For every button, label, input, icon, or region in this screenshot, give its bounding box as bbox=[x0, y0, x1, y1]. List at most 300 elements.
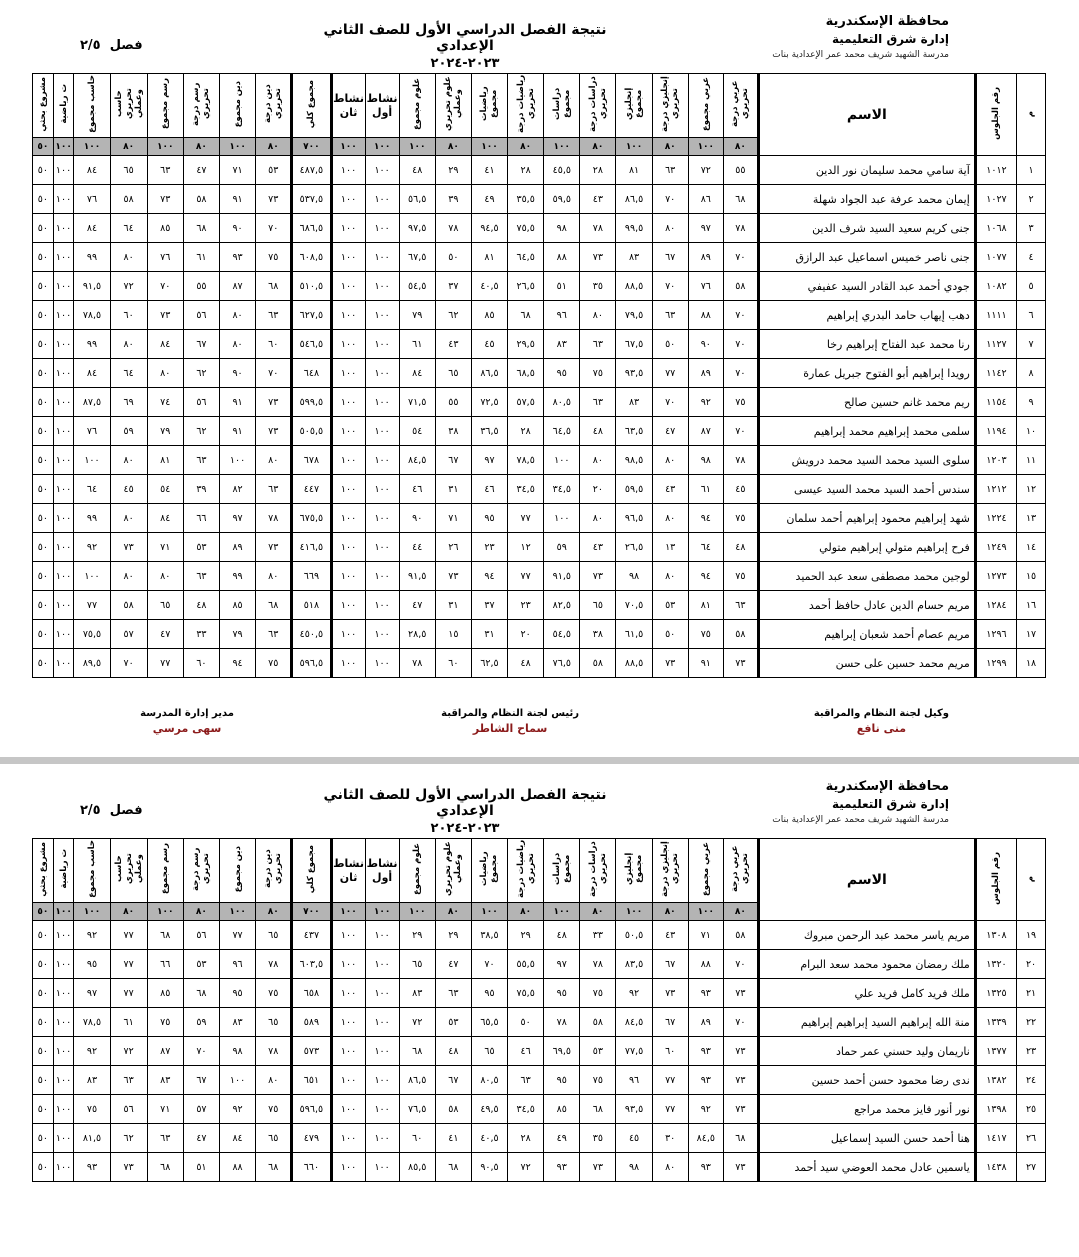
score-cell: ٦٩ bbox=[110, 388, 147, 417]
total-score: ٦٠٨,٥ bbox=[292, 243, 331, 272]
signature-role: رئيس لجنة النظام والمراقبة bbox=[441, 708, 579, 719]
score-cell: ١٠٠ bbox=[53, 950, 74, 979]
class-word: فصل bbox=[109, 803, 143, 818]
student-name: هنا أحمد حسن السيد إسماعيل bbox=[758, 1124, 975, 1153]
column-label: علوم مجموع bbox=[412, 77, 423, 131]
score-cell: ٨٠ bbox=[110, 504, 147, 533]
score-cell: ٧٧ bbox=[652, 1066, 688, 1095]
score-cell: ٥٠ bbox=[33, 417, 54, 446]
score-cell: ٨٦,٥ bbox=[616, 185, 652, 214]
score-cell: ٩٩,٥ bbox=[616, 214, 652, 243]
score-cell: ٦٦ bbox=[147, 950, 183, 979]
total-score: ٥٨٩ bbox=[292, 1008, 331, 1037]
score-cell: ٧٧ bbox=[147, 649, 183, 678]
score-cell: ٨١,٥ bbox=[74, 1124, 110, 1153]
student-name: ملك فريد كامل فريد علي bbox=[758, 979, 975, 1008]
score-cell: ٤٣ bbox=[580, 533, 616, 562]
score-cell: ٧٧ bbox=[652, 359, 688, 388]
score-cell: ٧٣ bbox=[110, 1153, 147, 1182]
score-cell: ٦٥ bbox=[471, 1037, 507, 1066]
score-cell: ٧٨ bbox=[544, 1008, 580, 1037]
score-cell: ٨٠ bbox=[652, 446, 688, 475]
score-cell: ١٠٠ bbox=[365, 950, 399, 979]
score-cell: ٢٣ bbox=[471, 533, 507, 562]
total-score: ٦٤٨ bbox=[292, 359, 331, 388]
column-label: رياضيات درجة تحريري bbox=[515, 74, 536, 134]
column-label: دراسات درجة تحريري bbox=[587, 76, 608, 132]
column-header bbox=[723, 74, 758, 138]
max-score: ١٠٠ bbox=[220, 138, 256, 156]
score-cell: ٩٣,٥ bbox=[616, 359, 652, 388]
row-index: ٢١ bbox=[1017, 979, 1046, 1008]
column-label: نشاط ثان bbox=[333, 856, 364, 884]
score-cell: ٧٠ bbox=[723, 359, 758, 388]
table-row bbox=[33, 921, 1046, 950]
score-cell: ١٠٠ bbox=[331, 562, 365, 591]
table-row bbox=[33, 185, 1046, 214]
score-cell: ١٠٠ bbox=[365, 214, 399, 243]
max-score: ١٠٠ bbox=[688, 138, 723, 156]
score-cell: ٧٨ bbox=[435, 214, 471, 243]
max-score: ١٠٠ bbox=[365, 138, 399, 156]
column-header bbox=[508, 839, 544, 903]
column-header bbox=[508, 74, 544, 138]
max-score: ٨٠ bbox=[256, 138, 292, 156]
header-row bbox=[33, 839, 1046, 903]
score-cell: ٧٠ bbox=[723, 417, 758, 446]
score-cell: ٨٣ bbox=[74, 1066, 110, 1095]
score-cell: ١٠٠ bbox=[53, 1095, 74, 1124]
score-cell: ٩٣ bbox=[688, 979, 723, 1008]
score-cell: ٦٧ bbox=[183, 1066, 219, 1095]
column-header bbox=[147, 839, 183, 903]
score-cell: ٦٣ bbox=[256, 620, 292, 649]
score-cell: ٤٣ bbox=[580, 185, 616, 214]
score-cell: ٥٠ bbox=[33, 504, 54, 533]
column-label: رسم مجموع bbox=[160, 78, 171, 130]
score-cell: ٥٧ bbox=[110, 620, 147, 649]
score-cell: ٤٦ bbox=[399, 475, 435, 504]
score-cell: ٩٣,٥ bbox=[616, 1095, 652, 1124]
score-cell: ٨٣ bbox=[399, 979, 435, 1008]
row-index: ٢ bbox=[1017, 185, 1046, 214]
score-cell: ١٠٠ bbox=[365, 446, 399, 475]
score-cell: ٥٠ bbox=[33, 620, 54, 649]
score-cell: ٩١ bbox=[220, 388, 256, 417]
column-label: ت رياضية bbox=[58, 84, 69, 124]
title: نتيجة الفصل الدراسي الأول للصف الثاني الإعدادي bbox=[323, 787, 607, 819]
seat-number: ١٣٩٨ bbox=[975, 1095, 1016, 1124]
score-cell: ٢٩ bbox=[435, 156, 471, 185]
score-cell: ٥٠ bbox=[435, 243, 471, 272]
max-score: ١٠٠ bbox=[399, 903, 435, 921]
score-cell: ٧٩,٥ bbox=[616, 301, 652, 330]
score-cell: ٤١ bbox=[471, 156, 507, 185]
score-cell: ٩٤,٥ bbox=[471, 214, 507, 243]
score-cell: ٩١,٥ bbox=[399, 562, 435, 591]
score-cell: ٨٩,٥ bbox=[74, 649, 110, 678]
score-cell: ٥٣ bbox=[256, 156, 292, 185]
score-cell: ٧٣ bbox=[652, 649, 688, 678]
score-cell: ٦٢ bbox=[183, 417, 219, 446]
row-index: ٢٤ bbox=[1017, 1066, 1046, 1095]
score-cell: ٨٠ bbox=[652, 1153, 688, 1182]
column-header bbox=[74, 839, 110, 903]
row-index: ٦ bbox=[1017, 301, 1046, 330]
score-cell: ٧٢ bbox=[399, 1008, 435, 1037]
score-cell: ٨٠ bbox=[110, 243, 147, 272]
index-header-label: م bbox=[1026, 110, 1037, 117]
score-cell: ٨٠ bbox=[580, 504, 616, 533]
student-name: ياسمين عادل محمد العوضي سيد أحمد bbox=[758, 1153, 975, 1182]
score-cell: ٦٢,٥ bbox=[471, 649, 507, 678]
score-cell: ٢٦,٥ bbox=[616, 533, 652, 562]
score-cell: ١٠٠ bbox=[331, 243, 365, 272]
total-score: ٦٨٦,٥ bbox=[292, 214, 331, 243]
score-cell: ٥٨ bbox=[723, 620, 758, 649]
score-cell: ٥٦ bbox=[183, 921, 219, 950]
score-cell: ١٠٠ bbox=[53, 243, 74, 272]
score-cell: ٩٢ bbox=[688, 1095, 723, 1124]
score-cell: ٧٥ bbox=[723, 388, 758, 417]
column-header bbox=[256, 74, 292, 138]
total-score: ٦٥١ bbox=[292, 1066, 331, 1095]
score-cell: ٩٩ bbox=[74, 504, 110, 533]
student-name: جنى كريم سعيد السيد شرف الدين bbox=[758, 214, 975, 243]
score-cell: ٧٠ bbox=[147, 272, 183, 301]
seat-header bbox=[975, 74, 1016, 156]
column-label: إنجليزي درجة تحريري bbox=[660, 841, 681, 897]
score-cell: ١٠٠ bbox=[53, 475, 74, 504]
score-cell: ١٠٠ bbox=[365, 1037, 399, 1066]
score-cell: ٥٠ bbox=[33, 243, 54, 272]
score-cell: ٦٠ bbox=[256, 330, 292, 359]
score-cell: ١٠٠ bbox=[53, 1124, 74, 1153]
row-index: ٩ bbox=[1017, 388, 1046, 417]
score-cell: ٨٦,٥ bbox=[471, 359, 507, 388]
student-name: فرح إبراهيم متولي إبراهيم متولي bbox=[758, 533, 975, 562]
score-cell: ٨٠ bbox=[220, 330, 256, 359]
score-cell: ١٠٠ bbox=[331, 185, 365, 214]
score-cell: ٦٨ bbox=[147, 921, 183, 950]
score-cell: ٧٨ bbox=[256, 950, 292, 979]
table-row bbox=[33, 417, 1046, 446]
score-cell: ٦٨ bbox=[723, 185, 758, 214]
score-cell: ٧٢ bbox=[508, 1153, 544, 1182]
score-cell: ٥٠ bbox=[33, 562, 54, 591]
score-cell: ٩٠,٥ bbox=[471, 1153, 507, 1182]
score-cell: ٨٢,٥ bbox=[544, 591, 580, 620]
score-cell: ٥٠ bbox=[33, 388, 54, 417]
score-cell: ٣٥ bbox=[580, 1124, 616, 1153]
score-cell: ٩٢ bbox=[616, 979, 652, 1008]
score-cell: ٤٩,٥ bbox=[471, 1095, 507, 1124]
score-cell: ٨٤ bbox=[74, 214, 110, 243]
column-label: دين مجموع bbox=[232, 80, 243, 128]
score-cell: ٧٣ bbox=[723, 649, 758, 678]
score-cell: ٧٥ bbox=[256, 1095, 292, 1124]
score-cell: ١٠٠ bbox=[365, 533, 399, 562]
score-cell: ٩٤ bbox=[220, 649, 256, 678]
score-cell: ٥٥ bbox=[183, 272, 219, 301]
score-cell: ٧٣ bbox=[723, 1066, 758, 1095]
header-row bbox=[33, 74, 1046, 138]
max-score: ١٠٠ bbox=[53, 138, 74, 156]
student-name: ندى رضا محمود حسن أحمد حسين bbox=[758, 1066, 975, 1095]
score-cell: ٩٩ bbox=[74, 243, 110, 272]
score-cell: ٢٠ bbox=[508, 620, 544, 649]
score-cell: ٦١ bbox=[688, 475, 723, 504]
score-cell: ٧٨ bbox=[580, 214, 616, 243]
column-header bbox=[652, 74, 688, 138]
row-index: ١١ bbox=[1017, 446, 1046, 475]
score-cell: ٧٢ bbox=[110, 272, 147, 301]
column-header bbox=[53, 839, 74, 903]
score-cell: ٤٦ bbox=[508, 1037, 544, 1066]
max-score: ٨٠ bbox=[183, 138, 219, 156]
table-row bbox=[33, 214, 1046, 243]
student-name: جودي أحمد عبد القادر السيد عفيفي bbox=[758, 272, 975, 301]
score-cell: ٥٩,٥ bbox=[544, 185, 580, 214]
score-cell: ٧٧,٥ bbox=[616, 1037, 652, 1066]
score-cell: ٢٦ bbox=[435, 533, 471, 562]
score-cell: ١٠٠ bbox=[53, 1008, 74, 1037]
student-name: دهب إيهاب حامد البدري إبراهيم bbox=[758, 301, 975, 330]
score-cell: ٦٤ bbox=[110, 214, 147, 243]
student-name: سندس أحمد السيد محمد السيد عيسى bbox=[758, 475, 975, 504]
column-header bbox=[616, 74, 652, 138]
score-cell: ٦٣ bbox=[147, 1124, 183, 1153]
max-score: ١٠٠ bbox=[365, 903, 399, 921]
score-cell: ٨٠ bbox=[110, 446, 147, 475]
signature-role: وكيل لجنة النظام والمراقبة bbox=[813, 708, 949, 719]
score-cell: ١٠٠ bbox=[53, 417, 74, 446]
score-cell: ٢٣ bbox=[508, 591, 544, 620]
score-cell: ٩٧ bbox=[74, 979, 110, 1008]
score-cell: ٣٤,٥ bbox=[508, 475, 544, 504]
seat-number: ١٣٢٠ bbox=[975, 950, 1016, 979]
score-cell: ٨١ bbox=[471, 243, 507, 272]
column-header bbox=[688, 74, 723, 138]
signature-role: مدير إدارة المدرسة bbox=[140, 708, 234, 719]
score-cell: ١٠٠ bbox=[331, 301, 365, 330]
score-cell: ٤٨ bbox=[580, 417, 616, 446]
table-row bbox=[33, 620, 1046, 649]
score-cell: ٩٠ bbox=[220, 359, 256, 388]
row-index: ١٤ bbox=[1017, 533, 1046, 562]
score-cell: ٥٤,٥ bbox=[399, 272, 435, 301]
score-cell: ٣٧ bbox=[435, 272, 471, 301]
score-cell: ٧٦,٥ bbox=[399, 1095, 435, 1124]
score-cell: ١٠٠ bbox=[53, 1066, 74, 1095]
score-cell: ١٠٠ bbox=[331, 591, 365, 620]
column-header bbox=[616, 839, 652, 903]
score-cell: ٥٧,٥ bbox=[508, 388, 544, 417]
score-cell: ٨٢ bbox=[220, 475, 256, 504]
score-cell: ٧٨,٥ bbox=[74, 1008, 110, 1037]
score-cell: ١٠٠ bbox=[53, 1153, 74, 1182]
table-row bbox=[33, 446, 1046, 475]
score-cell: ٥٣ bbox=[183, 533, 219, 562]
score-cell: ١٠٠ bbox=[331, 921, 365, 950]
column-header bbox=[292, 839, 331, 903]
score-cell: ٦٢ bbox=[110, 1124, 147, 1153]
score-cell: ٦٨ bbox=[723, 1124, 758, 1153]
score-cell: ٩٥ bbox=[471, 979, 507, 1008]
score-cell: ٦٢ bbox=[435, 301, 471, 330]
score-cell: ١٠٠ bbox=[53, 1037, 74, 1066]
score-cell: ٧٥,٥ bbox=[508, 979, 544, 1008]
column-header bbox=[723, 839, 758, 903]
score-cell: ٥٠ bbox=[33, 1037, 54, 1066]
seat-header-label: رقم الجلوس bbox=[991, 851, 1002, 905]
score-cell: ١٠٠ bbox=[331, 504, 365, 533]
score-cell: ٤٠,٥ bbox=[471, 1124, 507, 1153]
score-cell: ١٠٠ bbox=[365, 1066, 399, 1095]
total-score: ٥٠٥,٥ bbox=[292, 417, 331, 446]
score-cell: ٣٣ bbox=[183, 620, 219, 649]
max-score: ٨٠ bbox=[183, 903, 219, 921]
score-cell: ٦١ bbox=[399, 330, 435, 359]
score-cell: ٩٣ bbox=[544, 1153, 580, 1182]
column-label: مشروع بحثي bbox=[37, 841, 48, 897]
score-cell: ٩٢ bbox=[74, 533, 110, 562]
score-cell: ٦٢ bbox=[183, 359, 219, 388]
column-header bbox=[399, 839, 435, 903]
score-cell: ٦٧ bbox=[435, 1066, 471, 1095]
score-cell: ٧٠,٥ bbox=[616, 591, 652, 620]
score-cell: ٧٧ bbox=[110, 921, 147, 950]
seat-number: ١١٢٧ bbox=[975, 330, 1016, 359]
score-cell: ٦٠ bbox=[399, 1124, 435, 1153]
score-cell: ١٠٠ bbox=[331, 417, 365, 446]
score-cell: ٨٠ bbox=[652, 562, 688, 591]
title: نتيجة الفصل الدراسي الأول للصف الثاني الإعدادي bbox=[323, 22, 607, 54]
score-cell: ٩٨ bbox=[544, 214, 580, 243]
score-cell: ٤٧ bbox=[183, 1124, 219, 1153]
column-label: إنجليزي مجموع bbox=[624, 852, 645, 886]
total-score: ٥٩٩,٥ bbox=[292, 388, 331, 417]
score-cell: ٧٢,٥ bbox=[471, 388, 507, 417]
score-cell: ٧٠ bbox=[183, 1037, 219, 1066]
score-cell: ٩٣ bbox=[688, 1037, 723, 1066]
column-label: حاسب تحريري وعملي bbox=[113, 88, 144, 120]
row-index: ٣ bbox=[1017, 214, 1046, 243]
score-cell: ٣٤,٥ bbox=[544, 475, 580, 504]
score-cell: ١٠٠ bbox=[365, 504, 399, 533]
total-score: ٦٧٨ bbox=[292, 446, 331, 475]
score-cell: ٨٠ bbox=[256, 562, 292, 591]
score-cell: ١٠٠ bbox=[365, 417, 399, 446]
column-header bbox=[33, 74, 54, 138]
score-cell: ١٠٠ bbox=[365, 272, 399, 301]
score-cell: ٥٠ bbox=[33, 475, 54, 504]
score-cell: ٥٠,٥ bbox=[616, 921, 652, 950]
class-value: ٢/٥ bbox=[80, 803, 101, 818]
score-cell: ٨٤ bbox=[74, 359, 110, 388]
score-cell: ٧٣ bbox=[580, 562, 616, 591]
score-cell: ٧٥ bbox=[723, 504, 758, 533]
total-score: ٤٥٠,٥ bbox=[292, 620, 331, 649]
column-label: عربي مجموع bbox=[700, 76, 711, 132]
score-cell: ٣٧ bbox=[471, 591, 507, 620]
score-cell: ٥٨ bbox=[435, 1095, 471, 1124]
total-score: ٥١٨ bbox=[292, 591, 331, 620]
max-score: ٨٠ bbox=[110, 903, 147, 921]
score-cell: ٧٣ bbox=[256, 185, 292, 214]
table-row bbox=[33, 950, 1046, 979]
score-cell: ٩٣ bbox=[688, 1153, 723, 1182]
score-cell: ٣٦,٥ bbox=[471, 417, 507, 446]
score-cell: ٨٥ bbox=[147, 214, 183, 243]
score-cell: ١٠٠ bbox=[53, 446, 74, 475]
score-cell: ٥٠ bbox=[33, 1008, 54, 1037]
max-score: ٨٠ bbox=[723, 138, 758, 156]
row-index: ١٦ bbox=[1017, 591, 1046, 620]
score-cell: ٧٧ bbox=[220, 921, 256, 950]
score-cell: ٩٥ bbox=[544, 979, 580, 1008]
score-cell: ٦٩,٥ bbox=[544, 1037, 580, 1066]
score-cell: ٧١ bbox=[688, 921, 723, 950]
score-cell: ٧٥ bbox=[580, 979, 616, 1008]
score-cell: ٦٥,٥ bbox=[471, 1008, 507, 1037]
seat-number: ١٢١٢ bbox=[975, 475, 1016, 504]
score-cell: ١٠٠ bbox=[365, 388, 399, 417]
score-cell: ٩٥ bbox=[544, 359, 580, 388]
class-word: فصل bbox=[109, 38, 143, 53]
total-score: ٤١٦,٥ bbox=[292, 533, 331, 562]
table-row bbox=[33, 1066, 1046, 1095]
table-row bbox=[33, 301, 1046, 330]
score-cell: ٩٣ bbox=[688, 1066, 723, 1095]
score-cell: ٩٣ bbox=[74, 1153, 110, 1182]
score-cell: ٥٤ bbox=[399, 417, 435, 446]
table-row bbox=[33, 591, 1046, 620]
score-cell: ١٠٠ bbox=[53, 359, 74, 388]
row-index: ١ bbox=[1017, 156, 1046, 185]
score-cell: ٧٢ bbox=[688, 156, 723, 185]
max-score: ١٠٠ bbox=[616, 903, 652, 921]
max-score: ٨٠ bbox=[723, 903, 758, 921]
score-cell: ٧٦ bbox=[688, 272, 723, 301]
score-cell: ٦٨ bbox=[183, 214, 219, 243]
score-cell: ١٠٠ bbox=[53, 301, 74, 330]
score-cell: ٣٤,٥ bbox=[508, 1095, 544, 1124]
max-score: ٥٠ bbox=[33, 138, 54, 156]
score-cell: ٦٠ bbox=[183, 649, 219, 678]
max-score: ١٠٠ bbox=[74, 138, 110, 156]
column-header bbox=[471, 74, 507, 138]
score-cell: ٨٤ bbox=[220, 1124, 256, 1153]
score-cell: ٢٨ bbox=[508, 417, 544, 446]
score-cell: ٦٤ bbox=[688, 533, 723, 562]
score-cell: ١٠٠ bbox=[331, 1008, 365, 1037]
column-label: عربي مجموع bbox=[700, 841, 711, 897]
score-cell: ١٠٠ bbox=[53, 591, 74, 620]
score-cell: ٨٠ bbox=[580, 446, 616, 475]
class-label bbox=[80, 803, 143, 818]
seat-number: ١٣٣٩ bbox=[975, 1008, 1016, 1037]
score-cell: ٢٨ bbox=[508, 156, 544, 185]
student-name: سلمى محمد إبراهيم محمد إبراهيم bbox=[758, 417, 975, 446]
score-cell: ٥٨ bbox=[580, 649, 616, 678]
score-cell: ٨٦ bbox=[688, 185, 723, 214]
score-cell: ٨٧,٥ bbox=[74, 388, 110, 417]
score-cell: ٨٨ bbox=[544, 243, 580, 272]
total-score: ٦٦٩ bbox=[292, 562, 331, 591]
column-label: دراسات درجة تحريري bbox=[587, 841, 608, 897]
score-cell: ٧٣ bbox=[652, 979, 688, 1008]
